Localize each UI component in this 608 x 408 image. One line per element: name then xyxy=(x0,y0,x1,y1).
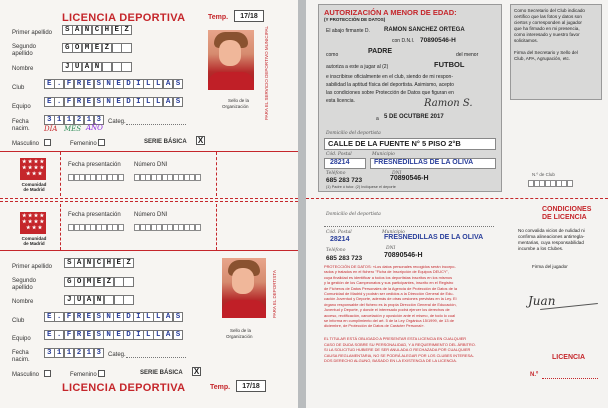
primer-apellido-boxes xyxy=(62,25,131,35)
dni-label-2: DNI xyxy=(386,246,396,251)
season-box-b: 17/18 xyxy=(236,380,266,392)
fold-separator xyxy=(0,198,298,202)
letter-box: A xyxy=(74,258,85,268)
hand-dia: DÍA xyxy=(44,125,58,133)
hand-mes: MES xyxy=(64,125,82,133)
letter-box: A xyxy=(163,330,174,340)
letter-box: L xyxy=(143,79,154,89)
municipio-label: Municipio xyxy=(372,152,395,157)
comunidad-label: Comunidad xyxy=(21,182,47,187)
letter-box: O xyxy=(72,43,83,53)
secretary-text-8: Club, APA, Agrupación, etc. xyxy=(514,56,571,61)
letter-box: 2 xyxy=(74,115,85,125)
letter-box: S xyxy=(94,97,105,107)
letter-box: 1 xyxy=(64,115,75,125)
secretary-text-1: Como Secretario del Club indicado xyxy=(514,8,585,13)
cod-postal-label-2: Cód. Postal xyxy=(326,230,352,235)
club-boxes-b xyxy=(44,312,183,322)
license-front-page xyxy=(0,0,298,408)
letter-box: L xyxy=(143,97,154,107)
numero-dni-label: Número DNI xyxy=(134,162,168,168)
grid-cell xyxy=(118,174,124,181)
letter-box: S xyxy=(173,79,184,89)
body-line-4: esta licencia. xyxy=(326,98,355,104)
serie-basica-label-b: SERIE BÁSICA xyxy=(140,370,183,376)
letter-box: Z xyxy=(102,43,113,53)
letter-box: A xyxy=(163,97,174,107)
letter-box: Z xyxy=(123,258,134,268)
masculino-checkbox-b[interactable] xyxy=(44,370,51,377)
femenino-label: Femenino xyxy=(70,141,97,147)
letter-box: G xyxy=(62,43,73,53)
letter-box: G xyxy=(64,277,75,287)
letter-box: C xyxy=(92,25,103,35)
letter-box xyxy=(121,43,132,53)
letter-box: R xyxy=(74,312,85,322)
numero-dni-grid xyxy=(134,174,200,181)
letter-box: 1 xyxy=(84,115,95,125)
address-value: CALLE DE LA FUENTE N° 5 PISO 2°B xyxy=(328,139,461,148)
letter-box: D xyxy=(123,79,134,89)
categ-label: Categ. xyxy=(108,119,126,125)
letter-box: F xyxy=(64,330,75,340)
letter-box: 1 xyxy=(54,115,65,125)
secretary-text-5: como interesado y nuestro favor xyxy=(514,32,580,37)
letter-box: M xyxy=(82,43,93,53)
letter-box: A xyxy=(84,295,95,305)
letter-box: C xyxy=(94,258,105,268)
fecha-label-2: nacim. xyxy=(12,126,30,132)
licencia-label: LICENCIA xyxy=(552,354,586,361)
season-box: 17/18 xyxy=(234,10,264,22)
letter-box: J xyxy=(64,295,75,305)
secretary-text-7: Firma del Secretario y Sello del xyxy=(514,50,578,55)
femenino-label-b: Femenino xyxy=(70,372,97,378)
letter-box: U xyxy=(72,62,83,72)
telefono-label: Teléfono xyxy=(326,171,346,176)
letter-box: E xyxy=(44,312,55,322)
club-label-b: Club xyxy=(12,318,25,324)
body-line-1: e inscribirse oficialmente en el club, siendo de mi respon- xyxy=(326,74,454,80)
fecha-presentacion-grid-2 xyxy=(68,224,123,231)
letter-box: I xyxy=(133,79,144,89)
segundo-apellido-label-b2: apellido xyxy=(12,285,33,291)
secretary-text-3: ciertos y corresponden al jugador xyxy=(514,20,582,25)
letter-box: M xyxy=(84,277,95,287)
nombre-label: Nombre xyxy=(12,66,34,72)
postal-code-value: 28214 xyxy=(330,159,350,166)
numero-label: N.º xyxy=(530,372,539,378)
club-number-grid xyxy=(528,180,572,187)
grid-cell xyxy=(195,224,201,231)
guardian-relation: PADRE xyxy=(368,48,392,55)
sello-label-b2: Organización xyxy=(226,334,253,339)
letter-box: . xyxy=(54,97,65,107)
body-line-3: las condiciones sobre Protección de Datos que figuran en xyxy=(326,90,454,96)
letter-box: E xyxy=(113,312,124,322)
secretary-text-2: certifico que las fotos y datos son xyxy=(514,14,582,19)
postal-code-value-2: 28214 xyxy=(330,236,350,243)
letter-box: L xyxy=(153,330,164,340)
equipo-boxes xyxy=(44,97,183,107)
letter-box: I xyxy=(133,312,144,322)
firma-jugador-label: Firma del jugador xyxy=(532,264,568,269)
letter-box: 3 xyxy=(94,348,105,358)
serie-basica-checkbox-b[interactable]: X xyxy=(193,367,200,376)
letter-box: D xyxy=(123,330,134,340)
license-title: LICENCIA DEPORTIVA xyxy=(62,12,186,24)
authorization-subtitle: (Y PROTECCIÓN DE DATOS) xyxy=(324,17,386,22)
serie-basica-checkbox[interactable]: X xyxy=(197,136,204,145)
letter-box: N xyxy=(94,295,105,305)
letter-box: 3 xyxy=(94,115,105,125)
letter-box: N xyxy=(103,330,114,340)
license-title-b: LICENCIA DEPORTIVA xyxy=(62,382,186,394)
letter-box: S xyxy=(173,330,184,340)
club-boxes xyxy=(44,79,183,89)
letter-box: A xyxy=(163,79,174,89)
del-menor: del menor xyxy=(456,52,479,58)
letter-box: I xyxy=(133,97,144,107)
footnote: (1) Padre ó tutor. (2) Indíquese el deporte xyxy=(326,185,396,189)
letter-box: D xyxy=(123,312,134,322)
guardian-signature: Ramon S. xyxy=(424,98,473,109)
nombre-boxes-b xyxy=(64,295,133,305)
guardian-name: RAMON SANCHEZ ORTEGA xyxy=(384,27,465,33)
letter-box: N xyxy=(84,258,95,268)
letter-box: A xyxy=(163,312,174,322)
domicilio-label: Domicilio del deportista xyxy=(326,131,381,136)
letter-box: L xyxy=(143,330,154,340)
letter-box: E xyxy=(113,79,124,89)
serie-basica-label: SERIE BÁSICA xyxy=(144,139,187,145)
player-photo xyxy=(208,30,254,90)
fecha-label-b: Fecha xyxy=(12,350,29,356)
letter-box: E xyxy=(44,79,55,89)
comunidad-label-2: de Madrid xyxy=(23,187,45,192)
letter-box: O xyxy=(74,277,85,287)
grid-cell xyxy=(118,224,124,231)
categ-label-b: Categ. xyxy=(108,352,126,358)
hand-ano: AÑO xyxy=(86,124,103,132)
letter-box: 1 xyxy=(84,348,95,358)
letter-box: S xyxy=(94,330,105,340)
letter-box: 1 xyxy=(64,348,75,358)
segundo-apellido-label-2: apellido xyxy=(12,51,33,57)
club-number-label: N.º de Club xyxy=(532,172,555,177)
letter-box: R xyxy=(74,330,85,340)
conditions-title: CONDICIONES xyxy=(542,206,592,213)
autoriza-text: autoriza a este a jugar al (2) xyxy=(326,64,389,70)
fecha-presentacion-grid xyxy=(68,174,123,181)
letter-box: N xyxy=(103,312,114,322)
municipio-label-2: Municipio xyxy=(382,230,405,235)
letter-box: L xyxy=(143,312,154,322)
sello-label-b: Sello de la xyxy=(230,328,252,333)
comunidad-label-3: Comunidad xyxy=(21,236,47,241)
conditions-text-1: No convalida vicios de nulidad ni xyxy=(518,228,585,233)
letter-box: N xyxy=(82,25,93,35)
dni-value-2: 70890546-H xyxy=(384,252,423,259)
equipo-boxes-b xyxy=(44,330,183,340)
fecha-boxes-b xyxy=(44,348,103,358)
letter-box: E xyxy=(44,97,55,107)
vertical-text-bottom: PARA EL DEPORTISTA xyxy=(272,270,277,318)
como-prefix: como xyxy=(326,52,339,58)
temp-label: Temp. xyxy=(208,14,229,21)
letter-box: E xyxy=(114,258,125,268)
letter-box: E xyxy=(84,97,95,107)
dni-label: DNI xyxy=(392,171,402,176)
fecha-presentacion-label: Fecha presentación xyxy=(68,162,121,168)
letter-box xyxy=(123,277,134,287)
comunidad-madrid-logo: ★ ★ ★ ★ ★ ★ ★ ★ ★ ★ ★ xyxy=(20,158,46,180)
line1-prefix: El abajo firmante D. xyxy=(326,28,370,34)
player-photo-b xyxy=(222,258,266,318)
segundo-apellido-label-b: Segundo xyxy=(12,278,37,284)
equipo-label: Equipo xyxy=(12,104,31,110)
letter-box: E xyxy=(113,330,124,340)
femenino-checkbox[interactable] xyxy=(98,139,105,146)
letter-box: F xyxy=(64,312,75,322)
masculino-checkbox[interactable] xyxy=(44,139,51,146)
letter-box: Z xyxy=(121,25,132,35)
categ-line-b xyxy=(126,357,186,358)
player-signature: Juan xyxy=(528,294,556,308)
phone-value-2: 685 283 723 xyxy=(326,255,363,262)
letter-box: A xyxy=(82,62,93,72)
masculino-label: Masculino xyxy=(12,141,40,147)
letter-box: N xyxy=(103,97,114,107)
telefono-label-2: Teléfono xyxy=(326,248,346,253)
letter-box: 1 xyxy=(54,348,65,358)
letter-box: H xyxy=(104,258,115,268)
letter-box: F xyxy=(64,97,75,107)
categ-line xyxy=(126,124,186,125)
license-back-page xyxy=(306,0,608,408)
primer-apellido-label: Primer apellido xyxy=(12,30,53,36)
cod-postal-label: Cód. Postal xyxy=(326,152,352,157)
grid-cell xyxy=(567,180,573,187)
fecha-label: Fecha xyxy=(12,119,29,125)
segundo-apellido-boxes-b xyxy=(64,277,133,287)
municipio-value: FRESNEDILLAS DE LA OLIVA xyxy=(374,159,474,166)
numero-dni-grid-2 xyxy=(134,224,200,231)
sello-label: Sello de la xyxy=(228,98,250,103)
letter-box: E xyxy=(92,43,103,53)
domicilio-label-2: Domicilio del deportista xyxy=(326,212,381,217)
titular-text: EL TITULAR ESTÁ OBLIGADO A PRESENTAR ESTA LICENCIA EN CUALQUIER CASO DE DUDA SOBRE SU PERSONALIDAD, Y A REQUERIMIENTO DEL ÁRBITRO. SI LA SOLICITUD HUBIERE DE SER ANULADA O RECHAZADA POR CUALQUIER CAUSA REGLAMENTARIA, NO SE PODRÁ ALEGAR POR LOS CLUBES INTERESA- DOS DERECHO ALGUNO, BASADO EN LA EXISTENCIA DE LA LICENCIA. xyxy=(324,336,476,364)
letter-box: A xyxy=(72,25,83,35)
body-line-2: sabilidad la aptitud física del deportista. Asimismo, acepto xyxy=(326,82,454,88)
letter-box: 3 xyxy=(44,348,55,358)
letter-box: L xyxy=(153,79,164,89)
letter-box: E xyxy=(84,79,95,89)
letter-box: . xyxy=(54,312,65,322)
sello-label-2: Organización xyxy=(222,104,249,109)
letter-box: N xyxy=(103,79,114,89)
letter-box: S xyxy=(62,25,73,35)
masculino-label-b: Masculino xyxy=(12,372,40,378)
letter-box: E xyxy=(84,312,95,322)
fecha-label-b2: nacim. xyxy=(12,357,30,363)
secretary-text-4: que ha firmado en mi presencia, xyxy=(514,26,580,31)
numero-line xyxy=(542,378,598,379)
femenino-checkbox-b[interactable] xyxy=(98,370,105,377)
privacy-text: PROTECCIÓN DE DATOS: «Los datos personales recogidos serán incorpo- rados y tratados en el fichero "Ficha de Inscripción de Equipos DEUCY", cuya finalidad es identificar a todos los deportistas inscritos en los mismos y la gestión de los Campeonatos y sus participantes, inscrito en el Registro de Ficheros de Datos Personales de la Agencia de Protección de Datos de la Comunidad de Madrid y podrán ser cedidos a la Dirección General de Edu- cación Juventud y Deporte, además de otras cesiones previstas en la Ley. El órgano responsable del fichero es la propia Dirección General de Educación, Juventud y Deporte, y donde el interesado podrá ejercer los derechos de acceso, rectificación, cancelación y oposición ante el mismo, de todo lo cual se informa en cumplimiento del art. 5 de la Ley Orgánica 15/1999, de 13 de diciembre, de Protección de Datos de Carácter Personal». xyxy=(324,264,458,329)
conditions-title-2: DE LICENCIA xyxy=(542,214,587,221)
letter-box: E xyxy=(94,277,105,287)
municipio-value-2: FRESNEDILLAS DE LA OLIVA xyxy=(384,234,484,241)
letter-box: R xyxy=(74,97,85,107)
letter-box: H xyxy=(102,25,113,35)
grid-cell xyxy=(195,174,201,181)
conditions-text-4: incumbe a los Clubes. xyxy=(518,246,564,251)
sport-value: FUTBOL xyxy=(434,60,465,69)
primer-apellido-label-b: Primer apellido xyxy=(12,264,53,270)
letter-box: . xyxy=(54,330,65,340)
letter-box: R xyxy=(74,79,85,89)
letter-box: I xyxy=(133,330,144,340)
letter-box: 2 xyxy=(74,348,85,358)
nombre-boxes xyxy=(62,62,131,72)
guardian-dni: 70890546-H xyxy=(420,37,456,44)
letter-box: U xyxy=(74,295,85,305)
letter-box: D xyxy=(123,97,134,107)
letter-box: L xyxy=(153,97,164,107)
comunidad-label-4: de Madrid xyxy=(23,241,45,246)
letter-box: E xyxy=(113,97,124,107)
segundo-apellido-boxes xyxy=(62,43,131,53)
authorization-title: AUTORIZACIÓN A MENOR DE EDAD: xyxy=(324,8,457,17)
conditions-text-3: mentarias, cuya responsabilidad xyxy=(518,240,584,245)
letter-box: N xyxy=(92,62,103,72)
letter-box: 3 xyxy=(44,115,55,125)
vertical-text-top: PARA EL SERVICIO DEPORTIVO MUNICIPAL xyxy=(264,25,269,120)
letter-box: F xyxy=(64,79,75,89)
fecha-presentacion-label-2: Fecha presentación xyxy=(68,212,121,218)
nombre-label-b: Nombre xyxy=(12,299,34,305)
signature-date: 5 DE OCUTBRE 2017 xyxy=(384,114,444,120)
date-prefix: a xyxy=(376,116,379,122)
letter-box: J xyxy=(62,62,73,72)
letter-box xyxy=(123,295,134,305)
segundo-apellido-label: Segundo xyxy=(12,44,37,50)
comunidad-madrid-logo-2: ★ ★ ★ ★ ★ ★ ★ ★ ★ ★ ★ xyxy=(20,212,46,234)
numero-dni-label-2: Número DNI xyxy=(134,212,168,218)
dni-value: 70890546-H xyxy=(390,175,429,182)
letter-box: S xyxy=(64,258,75,268)
letter-box: E xyxy=(44,330,55,340)
club-label: Club xyxy=(12,85,25,91)
dni-prefix: con D.N.I. xyxy=(392,38,415,44)
letter-box: . xyxy=(54,79,65,89)
primer-apellido-boxes-b xyxy=(64,258,133,268)
letter-box: E xyxy=(84,330,95,340)
letter-box: S xyxy=(94,312,105,322)
letter-box: S xyxy=(173,312,184,322)
secretary-text-6: solicitamos. xyxy=(514,38,538,43)
letter-box: Z xyxy=(104,277,115,287)
letter-box: S xyxy=(94,79,105,89)
temp-label-b: Temp. xyxy=(210,384,231,391)
letter-box: E xyxy=(112,25,123,35)
equipo-label-b: Equipo xyxy=(12,336,31,342)
conditions-text-2: confirma alineaciones antirregla- xyxy=(518,234,585,239)
letter-box: L xyxy=(153,312,164,322)
phone-value: 685 283 723 xyxy=(326,177,363,184)
letter-box: S xyxy=(173,97,184,107)
letter-box xyxy=(121,62,132,72)
